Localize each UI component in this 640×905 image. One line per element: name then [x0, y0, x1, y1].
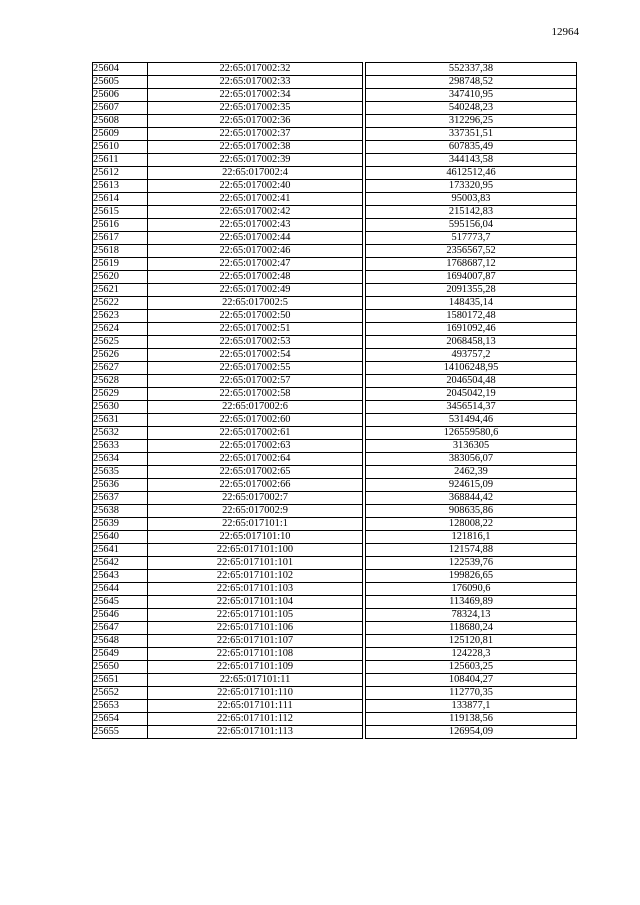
- table-row: [93, 505, 577, 518]
- row-number-cell: 25605: [93, 76, 148, 89]
- cadastral-number-cell: 22:65:017002:54: [148, 349, 363, 362]
- row-number-cell: 25637: [93, 492, 148, 505]
- cadastral-value-cell: 126559580,6: [366, 427, 577, 440]
- cadastral-number-cell: 22:65:017101:108: [148, 648, 363, 661]
- cadastral-number-cell: 22:65:017002:35: [148, 102, 363, 115]
- row-number-cell: 25607: [93, 102, 148, 115]
- table-row: [93, 167, 577, 180]
- table-row: [93, 687, 577, 700]
- row-number-cell: 25615: [93, 206, 148, 219]
- table-row: [93, 492, 577, 505]
- table-row: [93, 661, 577, 674]
- table-row: [93, 310, 577, 323]
- cadastral-number-cell: 22:65:017002:48: [148, 271, 363, 284]
- cadastral-value-cell: 368844,42: [366, 492, 577, 505]
- table-row: [93, 258, 577, 271]
- cadastral-value-cell: 113469,89: [366, 596, 577, 609]
- table-row: [93, 648, 577, 661]
- cadastral-number-cell: 22:65:017002:41: [148, 193, 363, 206]
- row-number-cell: 25625: [93, 336, 148, 349]
- cadastral-value-cell: 4612512,46: [366, 167, 577, 180]
- table-row: [93, 479, 577, 492]
- cadastral-number-cell: 22:65:017002:47: [148, 258, 363, 271]
- table-row: [93, 115, 577, 128]
- table-row: [93, 453, 577, 466]
- table-row: [93, 440, 577, 453]
- cadastral-value-cell: 2045042,19: [366, 388, 577, 401]
- row-number-cell: 25655: [93, 726, 148, 739]
- cadastral-number-cell: 22:65:017002:36: [148, 115, 363, 128]
- cadastral-value-cell: 312296,25: [366, 115, 577, 128]
- row-number-cell: 25612: [93, 167, 148, 180]
- cadastral-value-cell: 121574,88: [366, 544, 577, 557]
- cadastral-number-cell: 22:65:017002:44: [148, 232, 363, 245]
- cadastral-value-cell: 125603,25: [366, 661, 577, 674]
- row-number-cell: 25617: [93, 232, 148, 245]
- cadastral-number-cell: 22:65:017002:51: [148, 323, 363, 336]
- row-number-cell: 25618: [93, 245, 148, 258]
- cadastral-number-cell: 22:65:017101:111: [148, 700, 363, 713]
- cadastral-number-cell: 22:65:017101:113: [148, 726, 363, 739]
- table-row: [93, 63, 577, 76]
- cadastral-value-cell: 383056,07: [366, 453, 577, 466]
- cadastral-value-cell: 531494,46: [366, 414, 577, 427]
- cadastral-number-cell: 22:65:017101:102: [148, 570, 363, 583]
- table-row: [93, 375, 577, 388]
- row-number-cell: 25632: [93, 427, 148, 440]
- row-number-cell: 25627: [93, 362, 148, 375]
- table-row: [93, 180, 577, 193]
- cadastral-value-cell: 595156,04: [366, 219, 577, 232]
- cadastral-number-cell: 22:65:017002:61: [148, 427, 363, 440]
- table-row: [93, 323, 577, 336]
- row-number-cell: 25628: [93, 375, 148, 388]
- row-number-cell: 25641: [93, 544, 148, 557]
- cadastral-number-cell: 22:65:017101:109: [148, 661, 363, 674]
- row-number-cell: 25609: [93, 128, 148, 141]
- row-number-cell: 25624: [93, 323, 148, 336]
- row-number-cell: 25622: [93, 297, 148, 310]
- cadastral-value-cell: 540248,23: [366, 102, 577, 115]
- cadastral-value-cell: 607835,49: [366, 141, 577, 154]
- row-number-cell: 25633: [93, 440, 148, 453]
- cadastral-value-cell: 133877,1: [366, 700, 577, 713]
- table-row: [93, 271, 577, 284]
- cadastral-value-cell: 122539,76: [366, 557, 577, 570]
- cadastral-number-cell: 22:65:017002:66: [148, 479, 363, 492]
- table-row: [93, 401, 577, 414]
- cadastral-number-cell: 22:65:017002:46: [148, 245, 363, 258]
- cadastral-number-cell: 22:65:017101:101: [148, 557, 363, 570]
- cadastral-value-cell: 124228,3: [366, 648, 577, 661]
- row-number-cell: 25634: [93, 453, 148, 466]
- registry-table: [92, 62, 577, 739]
- row-number-cell: 25651: [93, 674, 148, 687]
- table-row: [93, 596, 577, 609]
- row-number-cell: 25649: [93, 648, 148, 661]
- table-row: [93, 89, 577, 102]
- cadastral-value-cell: 78324,13: [366, 609, 577, 622]
- cadastral-value-cell: 347410,95: [366, 89, 577, 102]
- cadastral-number-cell: 22:65:017002:58: [148, 388, 363, 401]
- cadastral-number-cell: 22:65:017002:39: [148, 154, 363, 167]
- table-row: [93, 297, 577, 310]
- cadastral-number-cell: 22:65:017002:63: [148, 440, 363, 453]
- row-number-cell: 25645: [93, 596, 148, 609]
- cadastral-number-cell: 22:65:017101:106: [148, 622, 363, 635]
- cadastral-number-cell: 22:65:017101:11: [148, 674, 363, 687]
- cadastral-value-cell: 128008,22: [366, 518, 577, 531]
- cadastral-value-cell: 552337,38: [366, 63, 577, 76]
- row-number-cell: 25623: [93, 310, 148, 323]
- table-row: [93, 713, 577, 726]
- cadastral-value-cell: 1580172,48: [366, 310, 577, 323]
- row-number-cell: 25639: [93, 518, 148, 531]
- cadastral-value-cell: 173320,95: [366, 180, 577, 193]
- row-number-cell: 25648: [93, 635, 148, 648]
- cadastral-value-cell: 1691092,46: [366, 323, 577, 336]
- cadastral-value-cell: 344143,58: [366, 154, 577, 167]
- table-row: [93, 76, 577, 89]
- cadastral-number-cell: 22:65:017002:60: [148, 414, 363, 427]
- registry-table-body: [93, 63, 577, 739]
- row-number-cell: 25638: [93, 505, 148, 518]
- table-row: [93, 141, 577, 154]
- row-number-cell: 25636: [93, 479, 148, 492]
- cadastral-value-cell: 118680,24: [366, 622, 577, 635]
- table-row: [93, 635, 577, 648]
- table-row: [93, 726, 577, 739]
- cadastral-value-cell: 2091355,28: [366, 284, 577, 297]
- cadastral-value-cell: 1768687,12: [366, 258, 577, 271]
- row-number-cell: 25642: [93, 557, 148, 570]
- cadastral-number-cell: 22:65:017101:112: [148, 713, 363, 726]
- row-number-cell: 25654: [93, 713, 148, 726]
- cadastral-number-cell: 22:65:017101:107: [148, 635, 363, 648]
- table-row: [93, 128, 577, 141]
- cadastral-value-cell: 3456514,37: [366, 401, 577, 414]
- row-number-cell: 25619: [93, 258, 148, 271]
- row-number-cell: 25630: [93, 401, 148, 414]
- cadastral-value-cell: 121816,1: [366, 531, 577, 544]
- cadastral-number-cell: 22:65:017002:6: [148, 401, 363, 414]
- cadastral-number-cell: 22:65:017002:37: [148, 128, 363, 141]
- cadastral-number-cell: 22:65:017002:49: [148, 284, 363, 297]
- table-row: [93, 518, 577, 531]
- cadastral-number-cell: 22:65:017002:33: [148, 76, 363, 89]
- cadastral-value-cell: 126954,09: [366, 726, 577, 739]
- row-number-cell: 25604: [93, 63, 148, 76]
- cadastral-number-cell: 22:65:017002:57: [148, 375, 363, 388]
- table-row: [93, 193, 577, 206]
- cadastral-number-cell: 22:65:017101:1: [148, 518, 363, 531]
- cadastral-number-cell: 22:65:017101:104: [148, 596, 363, 609]
- cadastral-number-cell: 22:65:017002:4: [148, 167, 363, 180]
- table-row: [93, 219, 577, 232]
- table-row: [93, 102, 577, 115]
- row-number-cell: 25646: [93, 609, 148, 622]
- cadastral-value-cell: 337351,51: [366, 128, 577, 141]
- row-number-cell: 25608: [93, 115, 148, 128]
- cadastral-value-cell: 125120,81: [366, 635, 577, 648]
- cadastral-value-cell: 176090,6: [366, 583, 577, 596]
- cadastral-number-cell: 22:65:017002:50: [148, 310, 363, 323]
- cadastral-number-cell: 22:65:017002:7: [148, 492, 363, 505]
- table-row: [93, 349, 577, 362]
- cadastral-number-cell: 22:65:017002:55: [148, 362, 363, 375]
- row-number-cell: 25614: [93, 193, 148, 206]
- page-number: 12964: [551, 26, 579, 38]
- cadastral-number-cell: 22:65:017002:40: [148, 180, 363, 193]
- row-number-cell: 25613: [93, 180, 148, 193]
- cadastral-number-cell: 22:65:017101:105: [148, 609, 363, 622]
- cadastral-value-cell: 2356567,52: [366, 245, 577, 258]
- row-number-cell: 25635: [93, 466, 148, 479]
- cadastral-value-cell: 148435,14: [366, 297, 577, 310]
- table-row: [93, 544, 577, 557]
- row-number-cell: 25650: [93, 661, 148, 674]
- cadastral-number-cell: 22:65:017002:64: [148, 453, 363, 466]
- row-number-cell: 25610: [93, 141, 148, 154]
- cadastral-number-cell: 22:65:017002:42: [148, 206, 363, 219]
- cadastral-value-cell: 2462,39: [366, 466, 577, 479]
- table-row: [93, 609, 577, 622]
- table-row: [93, 570, 577, 583]
- cadastral-value-cell: 95003,83: [366, 193, 577, 206]
- cadastral-value-cell: 2068458,13: [366, 336, 577, 349]
- row-number-cell: 25643: [93, 570, 148, 583]
- table-row: [93, 674, 577, 687]
- table-row: [93, 557, 577, 570]
- cadastral-value-cell: 2046504,48: [366, 375, 577, 388]
- cadastral-number-cell: 22:65:017002:43: [148, 219, 363, 232]
- table-row: [93, 622, 577, 635]
- row-number-cell: 25640: [93, 531, 148, 544]
- cadastral-value-cell: 119138,56: [366, 713, 577, 726]
- cadastral-number-cell: 22:65:017002:9: [148, 505, 363, 518]
- cadastral-value-cell: 493757,2: [366, 349, 577, 362]
- cadastral-number-cell: 22:65:017002:34: [148, 89, 363, 102]
- row-number-cell: 25652: [93, 687, 148, 700]
- cadastral-number-cell: 22:65:017002:53: [148, 336, 363, 349]
- cadastral-value-cell: 199826,65: [366, 570, 577, 583]
- table-row: [93, 388, 577, 401]
- cadastral-number-cell: 22:65:017002:5: [148, 297, 363, 310]
- cadastral-value-cell: 924615,09: [366, 479, 577, 492]
- cadastral-number-cell: 22:65:017101:110: [148, 687, 363, 700]
- table-row: [93, 427, 577, 440]
- cadastral-value-cell: 108404,27: [366, 674, 577, 687]
- row-number-cell: 25626: [93, 349, 148, 362]
- cadastral-value-cell: 14106248,95: [366, 362, 577, 375]
- row-number-cell: 25616: [93, 219, 148, 232]
- row-number-cell: 25644: [93, 583, 148, 596]
- table-row: [93, 154, 577, 167]
- row-number-cell: 25629: [93, 388, 148, 401]
- row-number-cell: 25621: [93, 284, 148, 297]
- row-number-cell: 25620: [93, 271, 148, 284]
- cadastral-number-cell: 22:65:017002:65: [148, 466, 363, 479]
- row-number-cell: 25653: [93, 700, 148, 713]
- table-row: [93, 700, 577, 713]
- table-row: [93, 232, 577, 245]
- cadastral-number-cell: 22:65:017101:103: [148, 583, 363, 596]
- cadastral-value-cell: 112770,35: [366, 687, 577, 700]
- table-row: [93, 245, 577, 258]
- table-row: [93, 466, 577, 479]
- table-row: [93, 206, 577, 219]
- table-row: [93, 583, 577, 596]
- row-number-cell: 25647: [93, 622, 148, 635]
- table-row: [93, 284, 577, 297]
- row-number-cell: 25631: [93, 414, 148, 427]
- table-row: [93, 336, 577, 349]
- cadastral-value-cell: 1694007,87: [366, 271, 577, 284]
- table-row: [93, 362, 577, 375]
- row-number-cell: 25611: [93, 154, 148, 167]
- cadastral-value-cell: 517773,7: [366, 232, 577, 245]
- cadastral-value-cell: 298748,52: [366, 76, 577, 89]
- table-row: [93, 531, 577, 544]
- cadastral-number-cell: 22:65:017101:100: [148, 544, 363, 557]
- cadastral-number-cell: 22:65:017101:10: [148, 531, 363, 544]
- table-row: [93, 414, 577, 427]
- cadastral-value-cell: 3136305: [366, 440, 577, 453]
- cadastral-value-cell: 215142,83: [366, 206, 577, 219]
- row-number-cell: 25606: [93, 89, 148, 102]
- cadastral-number-cell: 22:65:017002:32: [148, 63, 363, 76]
- cadastral-value-cell: 908635,86: [366, 505, 577, 518]
- cadastral-number-cell: 22:65:017002:38: [148, 141, 363, 154]
